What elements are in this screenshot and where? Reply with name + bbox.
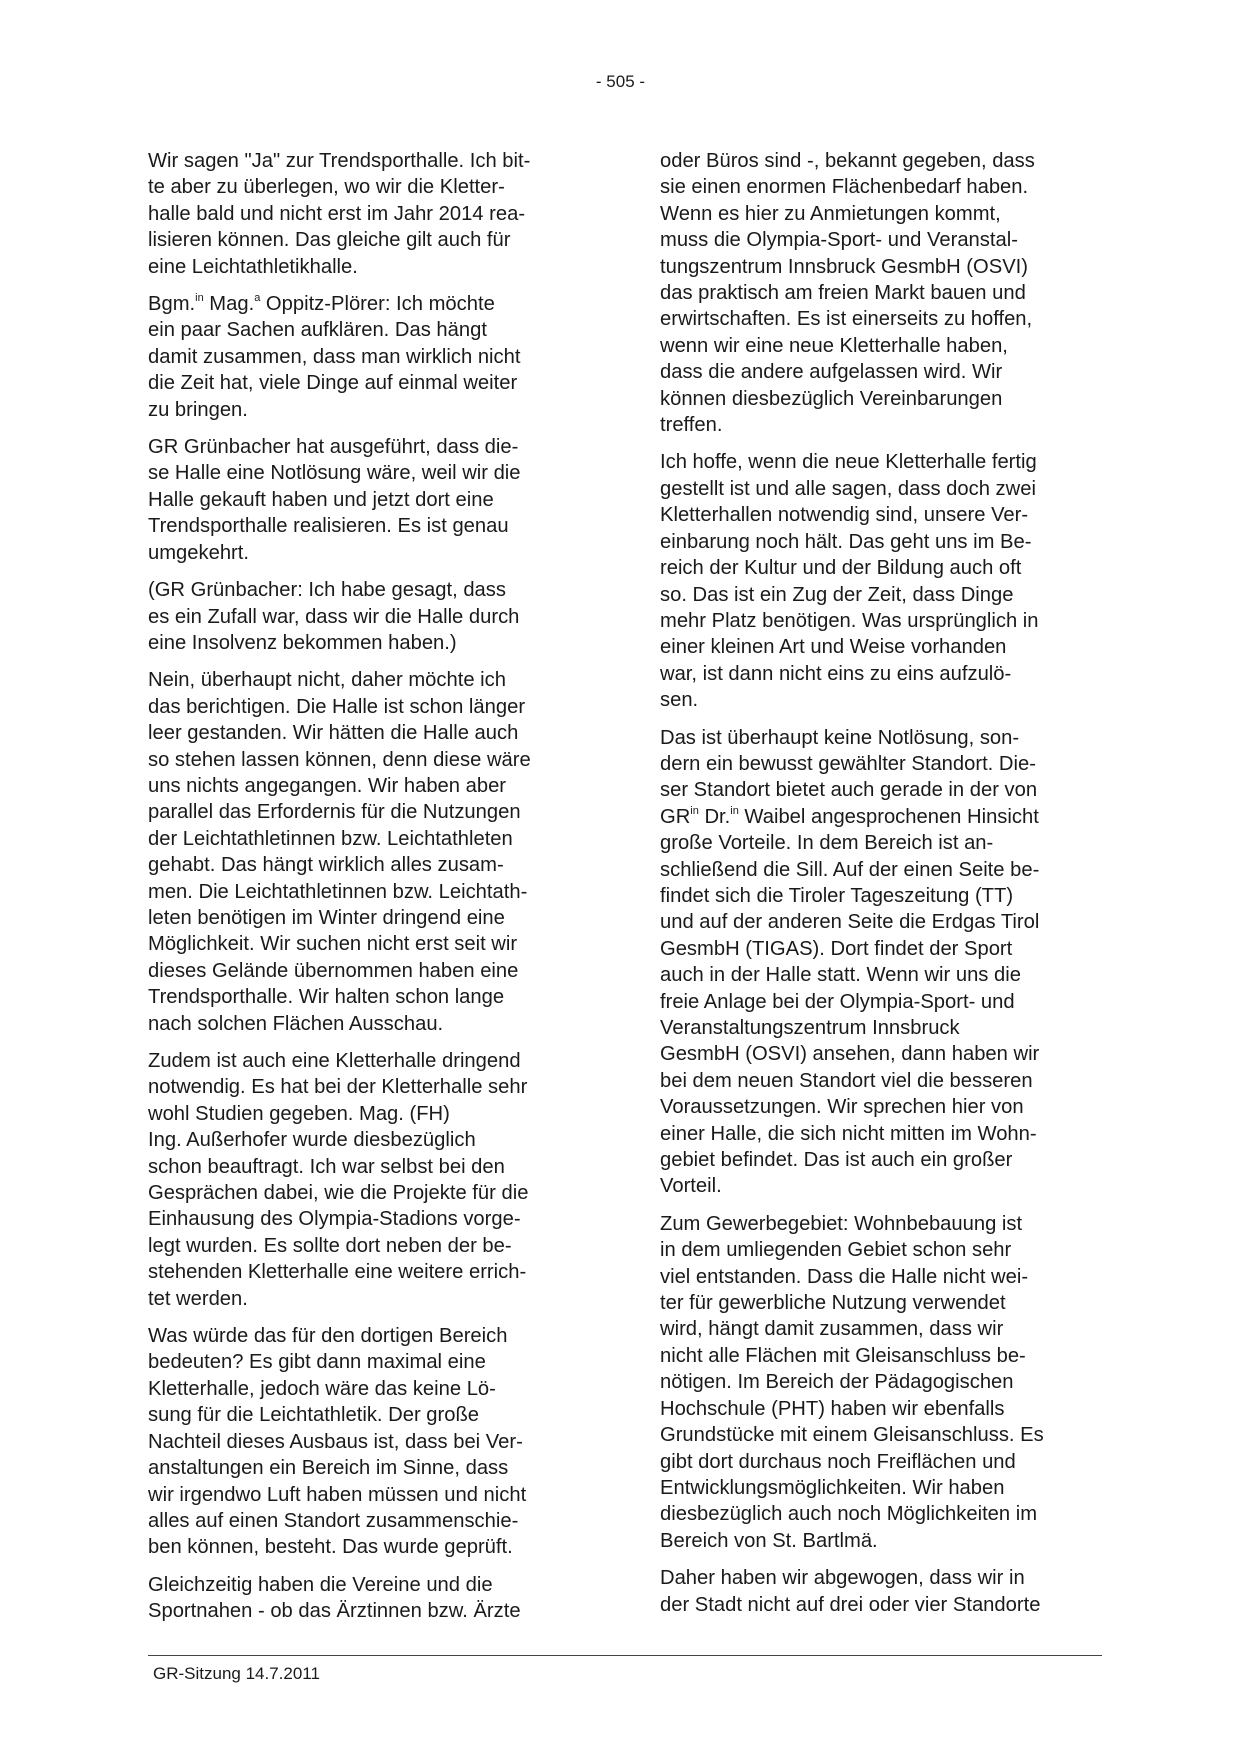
text-line: eine Insolvenz bekommen haben.) <box>148 631 457 654</box>
text-line: leten benötigen im Winter dringend eine <box>148 906 505 929</box>
text-line: das praktisch am freien Markt bauen und <box>660 282 1026 305</box>
text-line: Zum Gewerbegebiet: Wohnbebauung ist <box>660 1212 1023 1235</box>
text-line: Bereich von St. Bartlmä. <box>660 1529 878 1552</box>
text-line: einbarung noch hält. Das geht uns im Be- <box>660 530 1032 553</box>
text-line: legt wurden. Es sollte dort neben der be- <box>148 1234 512 1257</box>
text-line: freie Anlage bei der Olympia-Sport- und <box>660 990 1015 1013</box>
text-line: reich der Kultur und der Bildung auch oft <box>660 557 1022 580</box>
text-line: Nein, überhaupt nicht, daher möchte ich <box>148 669 506 692</box>
text-line: Einhausung des Olympia-Stadions vorge- <box>148 1208 521 1231</box>
text-line: bedeuten? Es gibt dann maximal eine <box>148 1351 486 1374</box>
text-line: Hochschule (PHT) haben wir ebenfalls <box>660 1397 1005 1420</box>
text-line: men. Die Leichtathletinnen bzw. Leichtath- <box>148 880 528 903</box>
text-line: in dem umliegenden Gebiet schon sehr <box>660 1239 1012 1262</box>
text-line: Wir sagen "Ja" zur Trendsporthalle. Ich bit- <box>148 150 531 172</box>
right-column <box>660 148 1100 1629</box>
text-line: sen. <box>660 689 699 712</box>
text-line: eine Leichtathletikhalle. <box>148 255 358 278</box>
paragraph <box>148 1048 588 1312</box>
text-line: muss die Olympia-Sport- und Veranstal- <box>660 229 1018 252</box>
text-line: mehr Platz benötigen. Was ursprünglich in <box>660 609 1039 632</box>
text-line: der Leichtathletinnen bzw. Leichtathleten <box>148 827 513 850</box>
page-number: - 505 - <box>595 72 646 91</box>
paragraph <box>148 667 588 1037</box>
text-line: Veranstaltungszentrum Innsbruck <box>660 1017 960 1039</box>
dr-title: Dr. <box>698 805 731 828</box>
text-line: bei dem neuen Standort viel die besseren <box>660 1069 1033 1092</box>
text-line: Kletterhallen notwendig sind, unsere Ver- <box>660 504 1029 527</box>
text-line: sung für die Leichtathletik. Der große <box>148 1404 480 1427</box>
text-line: schon beauftragt. Ich war selbst bei den <box>148 1155 505 1178</box>
text-line: und auf der anderen Seite die Erdgas Tirol <box>660 911 1040 934</box>
text-line: tungszentrum Innsbruck GesmbH (OSVI) <box>660 255 1028 278</box>
paragraph <box>660 148 1100 438</box>
paragraph <box>148 1323 588 1561</box>
gr-reference-rest: Waibel angesprochenen Hinsicht <box>738 805 1039 828</box>
text-line: GesmbH (OSVI) ansehen, dann haben wir <box>660 1043 1040 1066</box>
text-line: so stehen lassen können, denn diese wäre <box>148 748 531 771</box>
footer-session-label: GR-Sitzung 14.7.2011 <box>153 1664 320 1683</box>
gr-reference-line <box>660 804 1100 830</box>
text-line: findet sich die Tiroler Tageszeitung (TT) <box>660 884 1014 907</box>
text-line: Ich hoffe, wenn die neue Kletterhalle fertig <box>660 451 1037 474</box>
text-line: Entwicklungsmöglichkeiten. Wir haben <box>660 1476 1005 1499</box>
text-line: Trendsporthalle. Wir halten schon lange <box>148 986 505 1009</box>
text-line: schließend die Sill. Auf der einen Seite be- <box>660 858 1040 881</box>
text-line: damit zusammen, dass man wirklich nicht <box>148 345 521 368</box>
text-line: der Stadt nicht auf drei oder vier Standorte <box>660 1593 1041 1616</box>
text-line: gestellt ist und alle sagen, dass doch zwei <box>660 477 1036 500</box>
text-line: Halle gekauft haben und jetzt dort eine <box>148 488 494 511</box>
text-line: wenn wir eine neue Kletterhalle haben, <box>660 334 1008 357</box>
text-line: viel entstanden. Dass die Halle nicht wei- <box>660 1265 1029 1288</box>
text-line: parallel das Erfordernis für die Nutzungen <box>148 801 521 824</box>
text-line: einer kleinen Art und Weise vorhanden <box>660 636 1007 659</box>
paragraph <box>148 577 588 656</box>
text-line: Zudem ist auch eine Kletterhalle dringend <box>148 1050 521 1072</box>
speaker-title: Mag. <box>203 293 255 316</box>
text-line: Grundstücke mit einem Gleisanschluss. Es <box>660 1424 1044 1447</box>
text-line: wir irgendwo Luft haben müssen und nicht <box>148 1483 527 1506</box>
text-line: es ein Zufall war, dass wir die Halle durch <box>148 605 520 628</box>
text-line: wohl Studien gegeben. Mag. (FH) <box>148 1102 450 1125</box>
superscript: in <box>195 292 204 305</box>
speaker-name: Oppitz-Plörer: Ich möchte <box>260 293 495 316</box>
text-line: lisieren können. Das gleiche gilt auch für <box>148 229 511 252</box>
text-line: ben können, besteht. Das wurde geprüft. <box>148 1536 513 1559</box>
left-column <box>148 148 588 1636</box>
paragraph <box>148 317 588 423</box>
text-line: war, ist dann nicht eins zu eins aufzulö- <box>660 662 1012 685</box>
paragraph <box>660 1565 1100 1618</box>
text-line: die Zeit hat, viele Dinge auf einmal weiter <box>148 372 518 395</box>
text-line: gehabt. Das hängt wirklich alles zusam- <box>148 854 504 877</box>
text-line: dieses Gelände übernommen haben eine <box>148 959 519 982</box>
text-line: auch in der Halle statt. Wenn wir uns die <box>660 964 1021 987</box>
text-line: leer gestanden. Wir hätten die Halle auch <box>148 722 519 745</box>
text-line: sie einen enormen Flächenbedarf haben. <box>660 176 1029 199</box>
speaker-title: Bgm. <box>148 293 196 316</box>
text-line: Trendsporthalle realisieren. Es ist genau <box>148 515 509 538</box>
text-line: Nachteil dieses Ausbaus ist, dass bei Ver- <box>148 1430 523 1453</box>
text-line: notwendig. Es hat bei der Kletterhalle sehr <box>148 1076 528 1099</box>
text-line: GesmbH (TIGAS). Dort findet der Sport <box>660 937 1013 960</box>
text-line: oder Büros sind -, bekannt gegeben, dass <box>660 150 1035 172</box>
paragraph <box>660 1211 1100 1554</box>
paragraph <box>148 434 588 566</box>
paragraph <box>148 148 588 280</box>
footer-divider <box>148 1655 1102 1656</box>
text-line: Was würde das für den dortigen Bereich <box>148 1325 508 1348</box>
text-line: nicht alle Flächen mit Gleisanschluss be- <box>660 1344 1026 1367</box>
text-line: zu bringen. <box>148 398 248 421</box>
text-line: te aber zu überlegen, wo wir die Kletter- <box>148 176 505 199</box>
text-line: Daher haben wir abgewogen, dass wir in <box>660 1567 1025 1590</box>
text-line: nach solchen Flächen Ausschau. <box>148 1012 444 1035</box>
text-line: Möglichkeit. Wir suchen nicht erst seit wir <box>148 933 518 956</box>
text-line: das berichtigen. Die Halle ist schon länger <box>148 695 526 718</box>
text-line: gibt dort durchaus noch Freiflächen und <box>660 1450 1016 1473</box>
text-line: stehenden Kletterhalle eine weitere errich- <box>148 1261 527 1284</box>
text-line: (GR Grünbacher: Ich habe gesagt, dass <box>148 579 506 602</box>
text-line: ter für gewerbliche Nutzung verwendet <box>660 1292 1006 1315</box>
text-line: treffen. <box>660 414 723 437</box>
paragraph <box>148 1572 588 1625</box>
text-line: uns nichts angegangen. Wir haben aber <box>148 774 507 797</box>
text-line: anstaltungen ein Bereich im Sinne, dass <box>148 1457 509 1480</box>
text-line: Gesprächen dabei, wie die Projekte für die <box>148 1182 529 1205</box>
text-line: umgekehrt. <box>148 541 249 564</box>
text-line: erwirtschaften. Es ist einerseits zu hoffen, <box>660 308 1033 331</box>
text-line: halle bald und nicht erst im Jahr 2014 rea- <box>148 202 526 225</box>
text-line: gebiet befindet. Das ist auch ein großer <box>660 1149 1013 1172</box>
text-line: können diesbezüglich Vereinbarungen <box>660 387 1003 410</box>
text-line: Das ist überhaupt keine Notlösung, son- <box>660 726 1020 749</box>
text-line: tet werden. <box>148 1287 248 1310</box>
text-line: diesbezüglich auch noch Möglichkeiten im <box>660 1503 1038 1526</box>
text-line: se Halle eine Notlösung wäre, weil wir die <box>148 462 521 485</box>
paragraph <box>660 449 1100 713</box>
text-line: GR Grünbacher hat ausgeführt, dass die- <box>148 436 519 459</box>
text-line: Sportnahen - ob das Ärztinnen bzw. Ärzte <box>148 1600 521 1623</box>
text-line: Gleichzeitig haben die Vereine und die <box>148 1573 493 1596</box>
text-line: nötigen. Im Bereich der Pädagogischen <box>660 1371 1014 1394</box>
text-line: einer Halle, die sich nicht mitten im Wohn- <box>660 1122 1037 1145</box>
text-line: Voraussetzungen. Wir sprechen hier von <box>660 1096 1024 1119</box>
text-line: Wenn es hier zu Anmietungen kommt, <box>660 202 1001 225</box>
speaker-line <box>148 291 588 317</box>
text-line: Kletterhalle, jedoch wäre das keine Lö- <box>148 1377 496 1400</box>
text-line: so. Das ist ein Zug der Zeit, dass Dinge <box>660 583 1014 606</box>
text-line: Vorteil. <box>660 1175 722 1198</box>
text-line: alles auf einen Standort zusammenschie- <box>148 1509 519 1532</box>
superscript: in <box>690 805 699 818</box>
text-line: ein paar Sachen aufklären. Das hängt <box>148 319 487 342</box>
superscript: in <box>730 805 739 818</box>
gr-title: GR <box>660 805 691 828</box>
text-line: dern ein bewusst gewählter Standort. Die- <box>660 752 1036 775</box>
text-line: ser Standort bietet auch gerade in der von <box>660 779 1038 802</box>
text-line: Ing. Außerhofer wurde diesbezüglich <box>148 1129 476 1152</box>
text-line: wird, hängt damit zusammen, dass wir <box>660 1318 1004 1341</box>
paragraph <box>660 725 1100 804</box>
text-line: dass die andere aufgelassen wird. Wir <box>660 361 1003 384</box>
text-line: große Vorteile. In dem Bereich ist an- <box>660 832 994 855</box>
superscript: a <box>254 292 261 305</box>
paragraph <box>660 830 1100 1200</box>
